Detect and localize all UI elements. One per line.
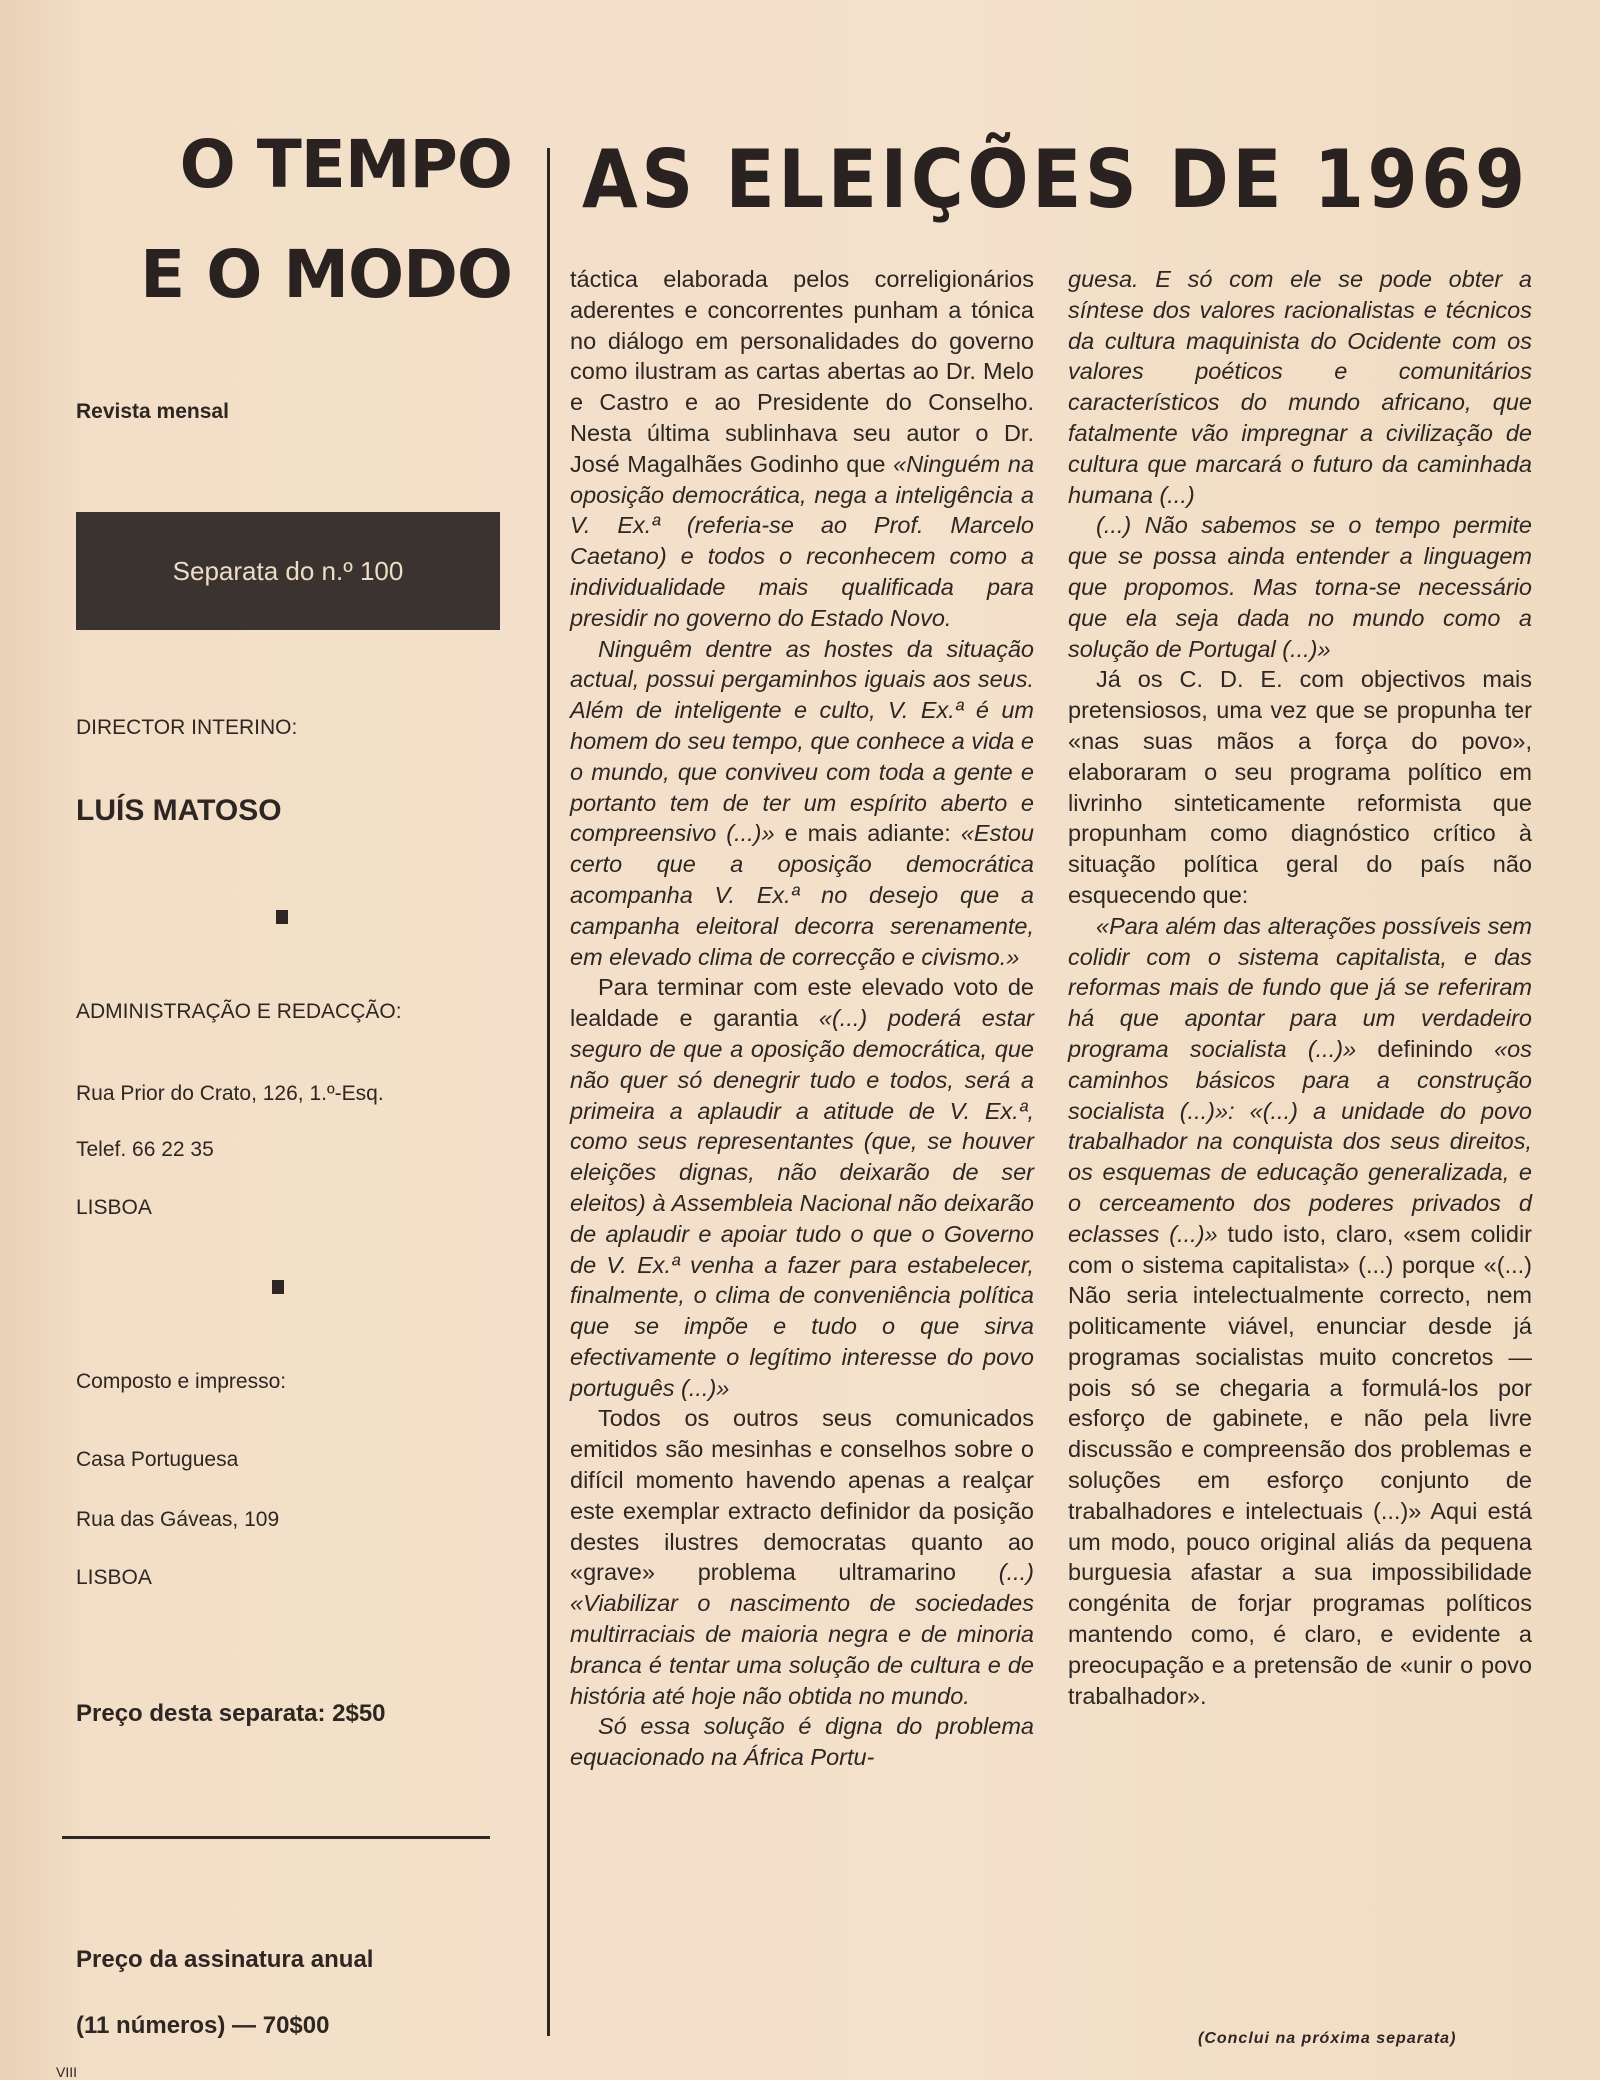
paragraph: [570, 1711, 1034, 1773]
paragraph: [570, 972, 1034, 1403]
quote: Ninguêm dentre as hostes da situação actual, possui pergaminhos iguais aos seus. Além de inteligente e culto, V. Ex.ª é um homem do seu tempo, que conhece a vida e o mundo, que conviveu com toda a gente e portanto tem de ter um espírito aberto e compreensivo (...)»: [570, 635, 1034, 847]
bullet-square: [276, 910, 288, 924]
subscription-price: (11 números) — 70$00: [76, 2012, 330, 2039]
paragraph: [1068, 510, 1532, 664]
phone: Telef. 66 22 35: [76, 1138, 214, 1161]
price-separata: Preço desta separata: 2$50: [76, 1700, 386, 1727]
divider-rule: [62, 1836, 490, 1839]
text-run: definindo: [1377, 1035, 1473, 1062]
quote: Só essa solução é digna do problema equacionado na África Portu-: [570, 1713, 1034, 1771]
text-run: Todos os outros seus comunicados emitidos são mesinhas e conselhos sobre o difícil momento havendo apenas a realçar este exemplar extracto definidor da posição destes ilustres democratas quanto ao «grave» problema ultramarino: [570, 1405, 1034, 1586]
paragraph: [570, 1403, 1034, 1711]
column-divider: [547, 148, 550, 2036]
text-run: tudo isto, claro, «sem colidir com o sistema capitalista» (...) porque «(...) Não seria intelectualmente correcto, nem politicamente viável, enunciar desde já programas socialistas muito concretos — pois só se chegaria a formulá-los por esforço de gabinete, e não pela livre discussão e compreensão dos problemas e soluções em esforço conjunto de trabalhadores e intelectuais (...)»: [1068, 1220, 1532, 1524]
quote: (...) «Viabilizar o nascimento de sociedades multirraciais de maioria negra e de minoria branca é tentar uma solução de cultura e de história até hoje não obtida no mundo.: [570, 1559, 1035, 1709]
text-run: Já os C. D. E. com objectivos mais pretensiosos, uma vez que se propunha ter «nas suas mãos a força do povo», elaboraram o seu programa político em livrinho sinteticamente reformista que propunham como diagnóstico crítico à situação política geral do país não esquecendo que:: [1068, 666, 1532, 908]
director-label: DIRECTOR INTERINO:: [76, 716, 298, 739]
separata-banner: [76, 512, 500, 630]
printer-name: Casa Portuguesa: [76, 1448, 239, 1471]
paragraph: [570, 634, 1034, 973]
quote: guesa. E só com ele se pode obter a síntese dos valores racionalistas e técnicos da cultura maquinista do Ocidente com os valores poéticos e comunitários característicos do mundo africano, que fatalmente vão impregnar a civilização de cultura que marcará o futuro da caminhada humana (...): [1068, 266, 1532, 508]
admin-label: ADMINISTRAÇÃO E REDACÇÃO:: [76, 1000, 402, 1023]
article-headline: AS ELEIÇÕES DE 1969: [582, 133, 1529, 226]
text-run: táctica elaborada pelos correligionários aderentes e concorrentes punham a tónica no diálogo em personalidades do governo como ilustram as cartas abertas ao Dr. Melo e Castro e ao Presidente do Conselho. Nesta última sublinhava seu autor o Dr. José Magalhães Godinho que: [570, 266, 1034, 477]
text-run: Para terminar com este elevado voto de lealdade e garantia: [570, 974, 1034, 1032]
director-name: LUÍS MATOSO: [76, 794, 282, 827]
printer-label: Composto e impresso:: [76, 1370, 287, 1393]
text-run: e mais adiante:: [784, 820, 951, 847]
paragraph: [570, 264, 1034, 634]
printer-address: Rua das Gáveas, 109: [76, 1508, 280, 1531]
text-run: Aqui está um modo, pouco original aliás da pequena burguesia afastar a sua impossibilidade congénita de forjar programas políticos mantendo como, é claro, e evidente a preocupação e a pretensão de «unir o povo trabalhador».: [1068, 1497, 1533, 1709]
bullet-square: [272, 1280, 284, 1294]
quote: «Estou certo que a oposição democrática acompanha V. Ex.ª no desejo que a campanha eleitoral decorra serenamente, em elevado clima de correcção e civismo.»: [570, 820, 1034, 970]
quote: «os caminhos básicos para a construção socialista (...)»: «(...) a unidade do povo trabalhador na conquista dos seus direitos, os esquemas de educação generalizada, e o cerceamento dos poderes privados d eclasses (...)»: [1068, 1035, 1532, 1247]
paragraph: [1068, 911, 1532, 1712]
address: Rua Prior do Crato, 126, 1.º-Esq.: [76, 1082, 384, 1105]
magazine-title-line-2: E O MODO: [140, 236, 512, 313]
article-column-1: [570, 264, 1034, 1773]
page-corner-mark: VIII: [56, 2064, 78, 2080]
quote: «Ninguém na oposição democrática, nega a inteligência a V. Ex.ª (referia-se ao Prof. Marcelo Caetano) e todos o reconhecem como a individualidade mais qualificada para presidir no governo do Estado Novo.: [570, 450, 1035, 631]
subscription-label: Preço da assinatura anual: [76, 1946, 374, 1973]
separata-label: Separata do n.º 100: [172, 555, 404, 586]
paragraph: [1068, 664, 1532, 910]
continuation-note: (Conclui na próxima separata): [1198, 2030, 1457, 2047]
magazine-title-line-1: O TEMPO: [179, 126, 512, 203]
magazine-subtitle: Revista mensal: [76, 400, 229, 423]
article-column-2: [1068, 264, 1532, 1711]
quote: (...) Não sabemos se o tempo permite que se possa ainda entender a linguagem que propomos. Mas torna-se necessário que ela seja dada no mundo como a solução de Portugal (...)»: [1068, 512, 1532, 662]
printer-city: LISBOA: [76, 1566, 152, 1589]
quote: «Para além das alterações possíveis sem colidir com o sistema capitalista, e das reformas mais de fundo que já se referiram há que apontar para um verdadeiro programa socialista (...)»: [1068, 912, 1532, 1062]
quote: «(...) poderá estar seguro de que a oposição democrática, que não quer só denegrir tudo e todos, será a primeira a aplaudir a atitude de V. Ex.ª, como seus representantes (que, se houver eleições dignas, não deixarão de ser eleitos) à Assembleia Nacional não deixarão de aplaudir e apoiar tudo o que o Governo de V. Ex.ª venha a fazer para estabelecer, finalmente, o clima de conveniência política que se impõe e tudo o que sirva efectivamente o legítimo interesse do povo português (...)»: [570, 1005, 1034, 1401]
paragraph: [1068, 264, 1532, 510]
city: LISBOA: [76, 1196, 152, 1219]
